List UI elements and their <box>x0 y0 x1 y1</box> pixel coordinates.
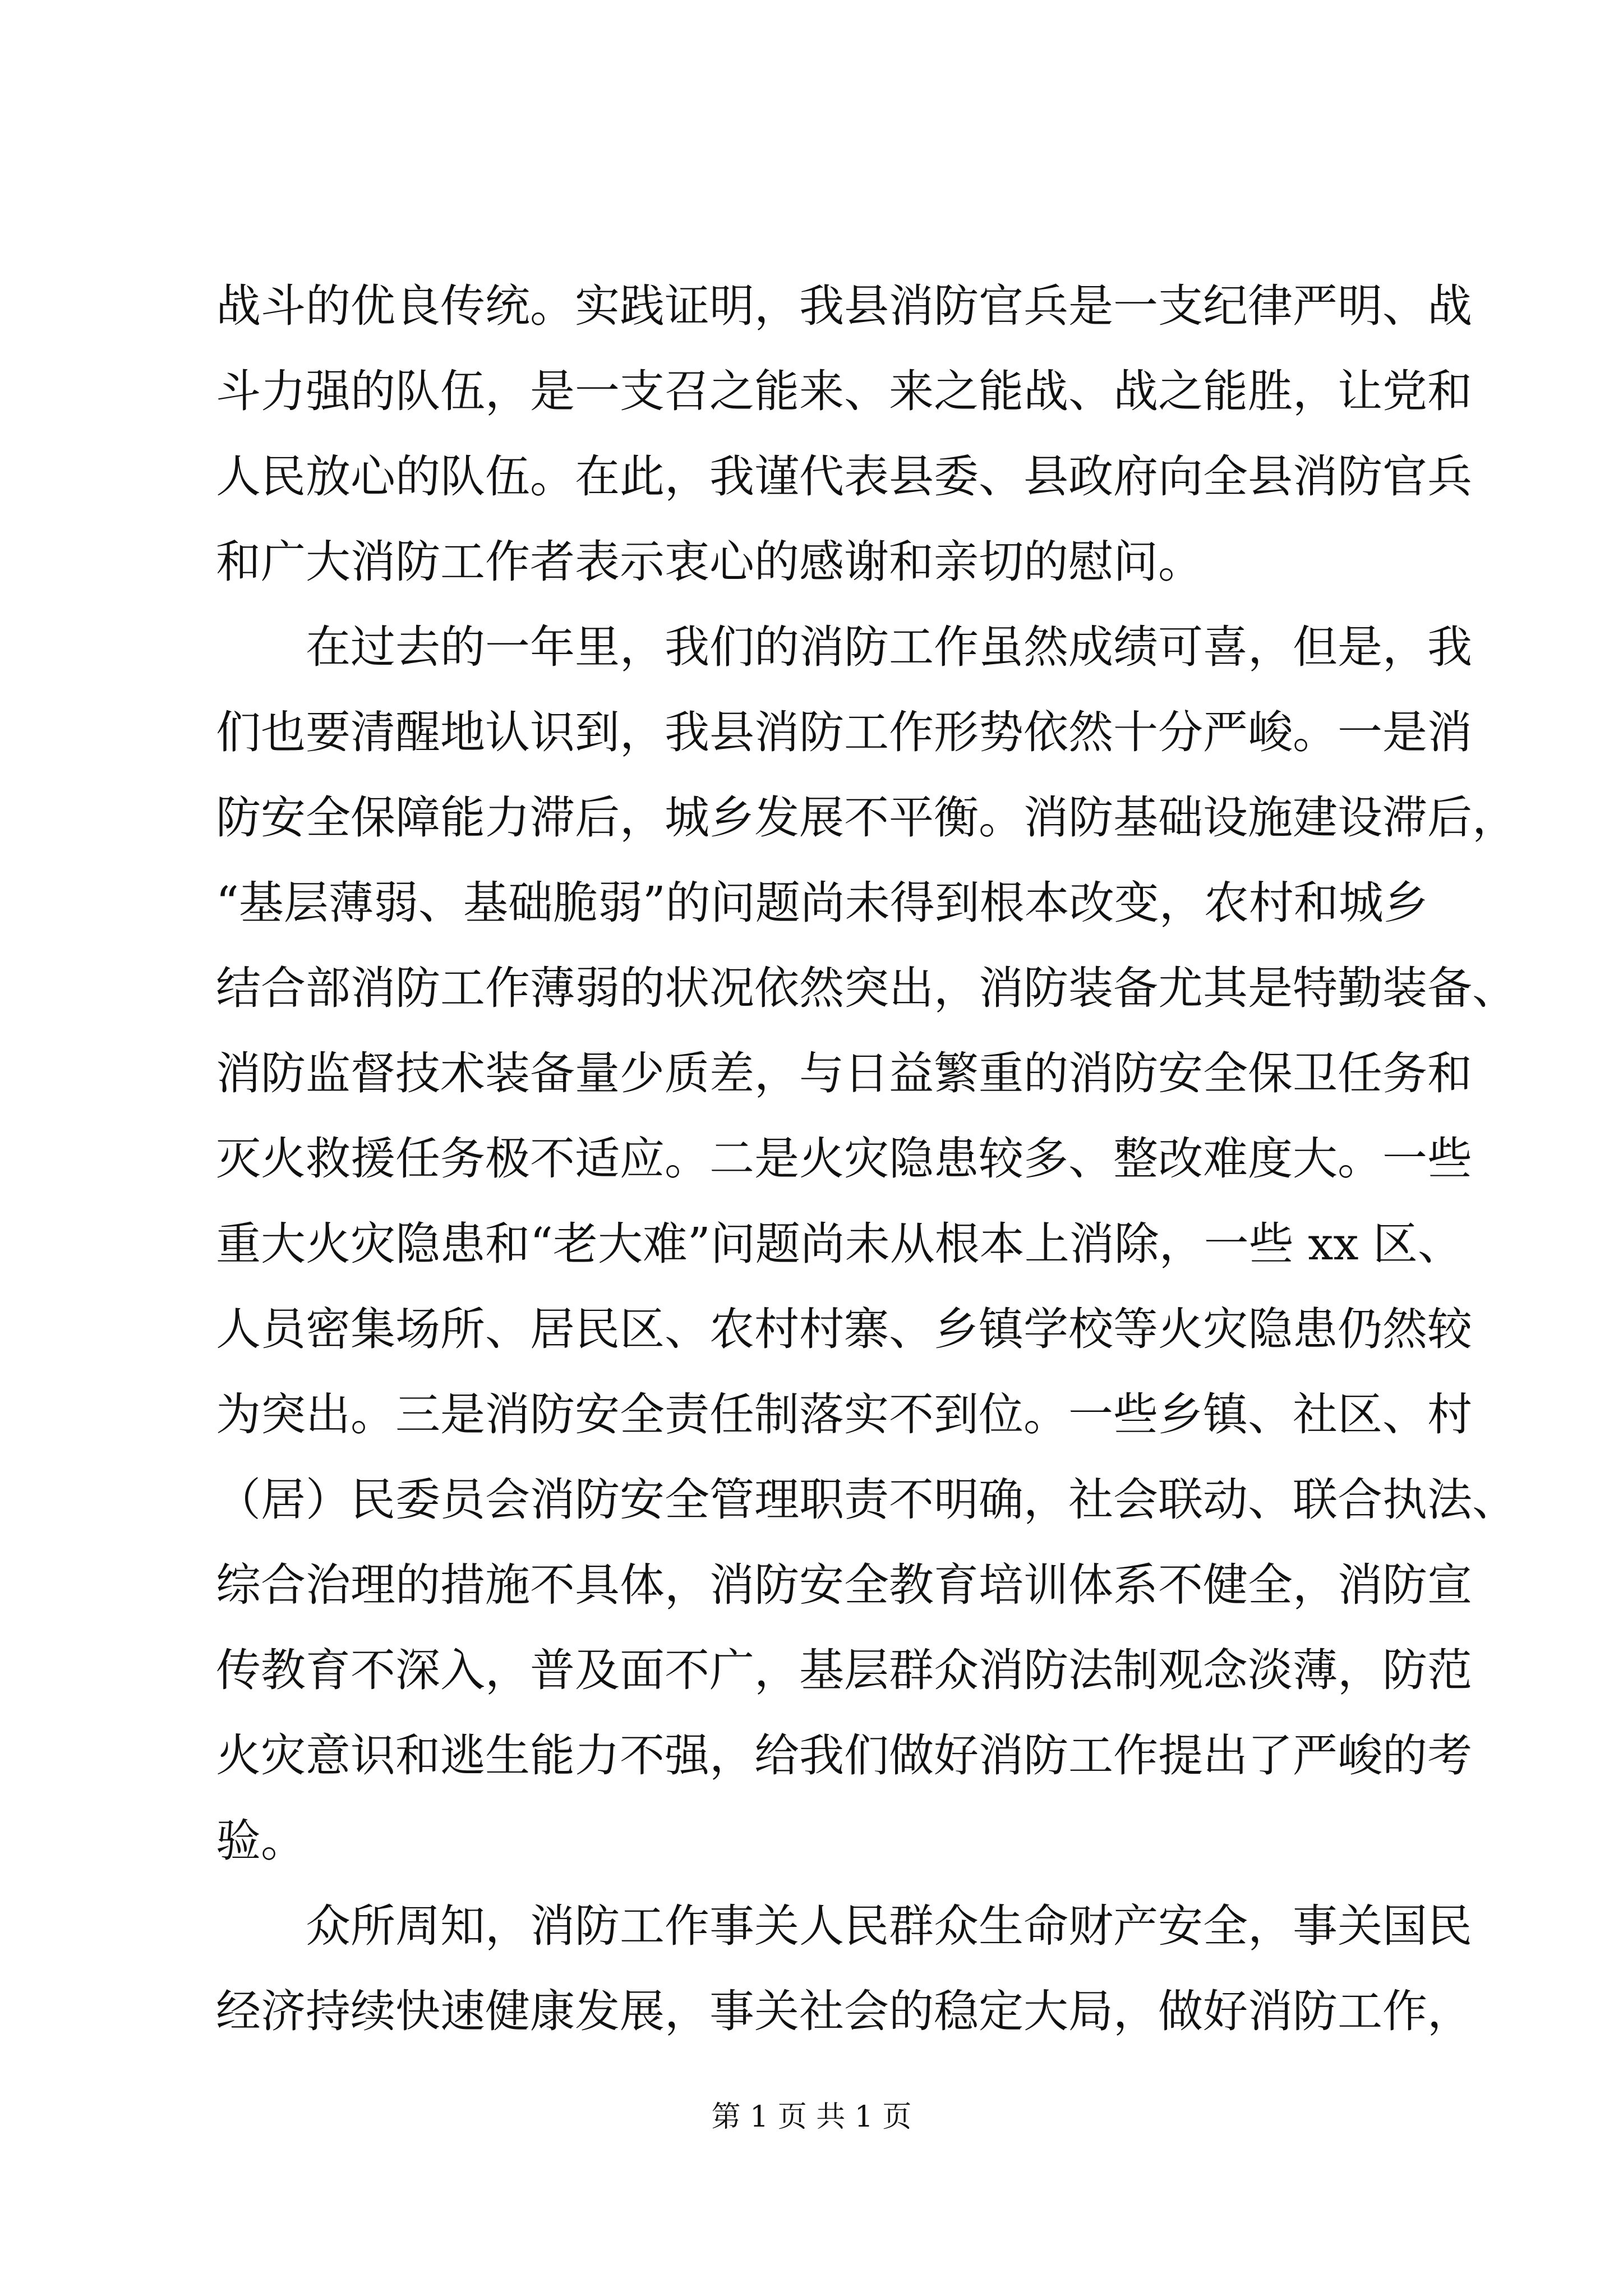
text-line: 消防监督技术装备量少质差，与日益繁重的消防安全保卫任务和 <box>216 1047 1472 1099</box>
document-body <box>216 264 1517 2054</box>
text-line: 人民放心的队伍。在此，我谨代表县委、县政府向全县消防官兵 <box>216 450 1472 503</box>
paragraph-first-line: 在过去的一年里，我们的消防工作虽然成绩可喜，但是，我 <box>306 621 1472 673</box>
text-line: （居）民委员会消防安全管理职责不明确，社会联动、联合执法、 <box>216 1474 1517 1526</box>
text-line: “基层薄弱、基础脆弱”的问题尚未得到根本改变，农村和城乡 <box>216 877 1428 929</box>
page-number-label: 第 1 页 共 1 页 <box>711 2100 912 2134</box>
text-line: 传教育不深入，普及面不广，基层群众消防法制观念淡薄，防范 <box>216 1644 1472 1696</box>
text-line: 综合治理的措施不具体，消防安全教育培训体系不健全，消防宣 <box>216 1559 1472 1611</box>
text-line: 经济持续快速健康发展，事关社会的稳定大局，做好消防工作， <box>216 1985 1472 2037</box>
text-line: 斗力强的队伍，是一支召之能来、来之能战、战之能胜，让党和 <box>216 365 1472 417</box>
text-line: 为突出。三是消防安全责任制落实不到位。一些乡镇、社区、村 <box>216 1388 1472 1441</box>
text-line: 防安全保障能力滞后，城乡发展不平衡。消防基础设施建设滞后， <box>216 792 1517 844</box>
text-line: 们也要清醒地认识到，我县消防工作形势依然十分严峻。一是消 <box>216 706 1472 758</box>
text-line: 结合部消防工作薄弱的状况依然突出，消防装备尤其是特勤装备、 <box>216 962 1517 1014</box>
text-line: 战斗的优良传统。实践证明，我县消防官兵是一支纪律严明、战 <box>216 280 1472 332</box>
text-line: 人员密集场所、居民区、农村村寨、乡镇学校等火灾隐患仍然较 <box>216 1303 1472 1355</box>
text-line: 和广大消防工作者表示衷心的感谢和亲切的慰问。 <box>216 536 1203 588</box>
text-line: 火灾意识和逃生能力不强，给我们做好消防工作提出了严峻的考 <box>216 1729 1472 1782</box>
page-footer <box>0 2097 1623 2137</box>
text-line: 验。 <box>216 1815 306 1867</box>
text-line: 灭火救援任务极不适应。二是火灾隐患较多、整改难度大。一些 <box>216 1133 1472 1185</box>
paragraph-first-line: 众所周知，消防工作事关人民群众生命财产安全，事关国民 <box>306 1900 1472 1952</box>
text-line: 重大火灾隐患和“老大难”问题尚未从根本上消除，一些 xx 区、 <box>216 1218 1463 1270</box>
